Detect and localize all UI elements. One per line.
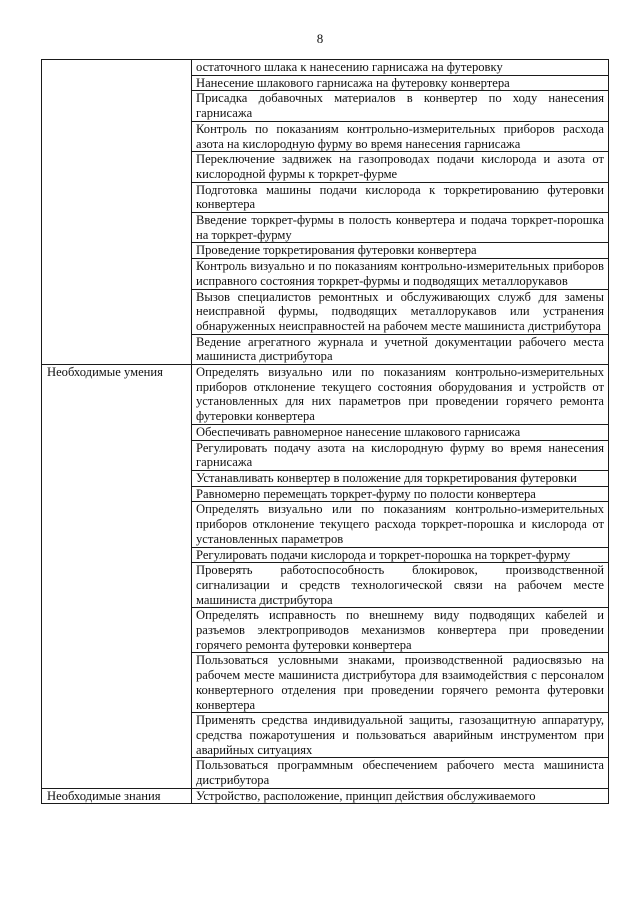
table-cell: Определять визуально или по показаниям контрольно-измерительных приборов отклонение текущего состояния оборудования и устройств от установленных для них параметров при проведении горячего ремонта футеровки конвертера — [192, 365, 609, 425]
table-cell: Устанавливать конвертер в положение для торкретирования футеровки — [192, 470, 609, 486]
skills-label: Необходимые умения — [42, 365, 192, 789]
table-row — [42, 60, 609, 76]
table-cell: Контроль визуально и по показаниям контрольно-измерительных приборов исправного состояния торкрет-фурмы и подводящих металлорукавов — [192, 259, 609, 289]
table-cell: Контроль по показаниям контрольно-измерительных приборов расхода азота на кислородную фурму во время нанесения гарнисажа — [192, 121, 609, 151]
table-cell: Регулировать подачу азота на кислородную фурму во время нанесения гарнисажа — [192, 440, 609, 470]
page-number: 8 — [316, 31, 324, 46]
table-cell: Переключение задвижек на газопроводах подачи кислорода и азота от кислородной фурмы к торкрет-фурме — [192, 152, 609, 182]
table-cell: Регулировать подачи кислорода и торкрет-порошка на торкрет-фурму — [192, 547, 609, 563]
table-cell: Равномерно перемещать торкрет-фурму по полости конвертера — [192, 486, 609, 502]
table-row — [42, 788, 609, 804]
requirements-table — [41, 59, 609, 804]
table-cell: Присадка добавочных материалов в конвертер по ходу нанесения гарнисажа — [192, 91, 609, 121]
table-cell: Определять исправность по внешнему виду подводящих кабелей и разъемов электроприводов механизмов конвертера при проведении горячего ремонта футеровки конвертера — [192, 608, 609, 653]
table-cell: Нанесение шлакового гарнисажа на футеровку конвертера — [192, 75, 609, 91]
table-cell: Определять визуально или по показаниям контрольно-измерительных приборов отклонение текущего расхода торкрет-порошка и кислорода от установленных параметров — [192, 502, 609, 547]
table-cell: Вызов специалистов ремонтных и обслуживающих служб для замены неисправной фурмы, подводящих металлорукавов или устранения обнаруженных неисправностей на рабочем месте машиниста дистрибутора — [192, 289, 609, 334]
table-cell: Обеспечивать равномерное нанесение шлакового гарнисажа — [192, 424, 609, 440]
knowledge-label: Необходимые знания — [42, 788, 192, 804]
table-cell: Применять средства индивидуальной защиты, газозащитную аппаратуру, средства пожаротушения и пользоваться аварийным инструментом при аварийных ситуациях — [192, 713, 609, 758]
row-label-empty — [42, 60, 192, 365]
table-cell: Подготовка машины подачи кислорода к торкретированию футеровки конвертера — [192, 182, 609, 212]
table-cell: Ведение агрегатного журнала и учетной документации рабочего места машиниста дистрибутора — [192, 334, 609, 364]
table-cell: Пользоваться программным обеспечением рабочего места машиниста дистрибутора — [192, 758, 609, 788]
table-row — [42, 365, 609, 425]
table-cell: Устройство, расположение, принцип действия обслуживаемого — [192, 788, 609, 804]
table-cell: Введение торкрет-фурмы в полость конвертера и подача торкрет-порошка на торкрет-фурму — [192, 213, 609, 243]
table-cell: Проверять работоспособность блокировок, производственной сигнализации и средств технологической связи на рабочем месте машиниста дистрибутора — [192, 563, 609, 608]
table-cell: Проведение торкретирования футеровки конвертера — [192, 243, 609, 259]
table-cell: остаточного шлака к нанесению гарнисажа на футеровку — [192, 60, 609, 76]
table-cell: Пользоваться условными знаками, производственной радиосвязью на рабочем месте машиниста дистрибутора для взаимодействия с персоналом конвертерного отделения при проведении горячего ремонта футеровки конвертера — [192, 653, 609, 713]
